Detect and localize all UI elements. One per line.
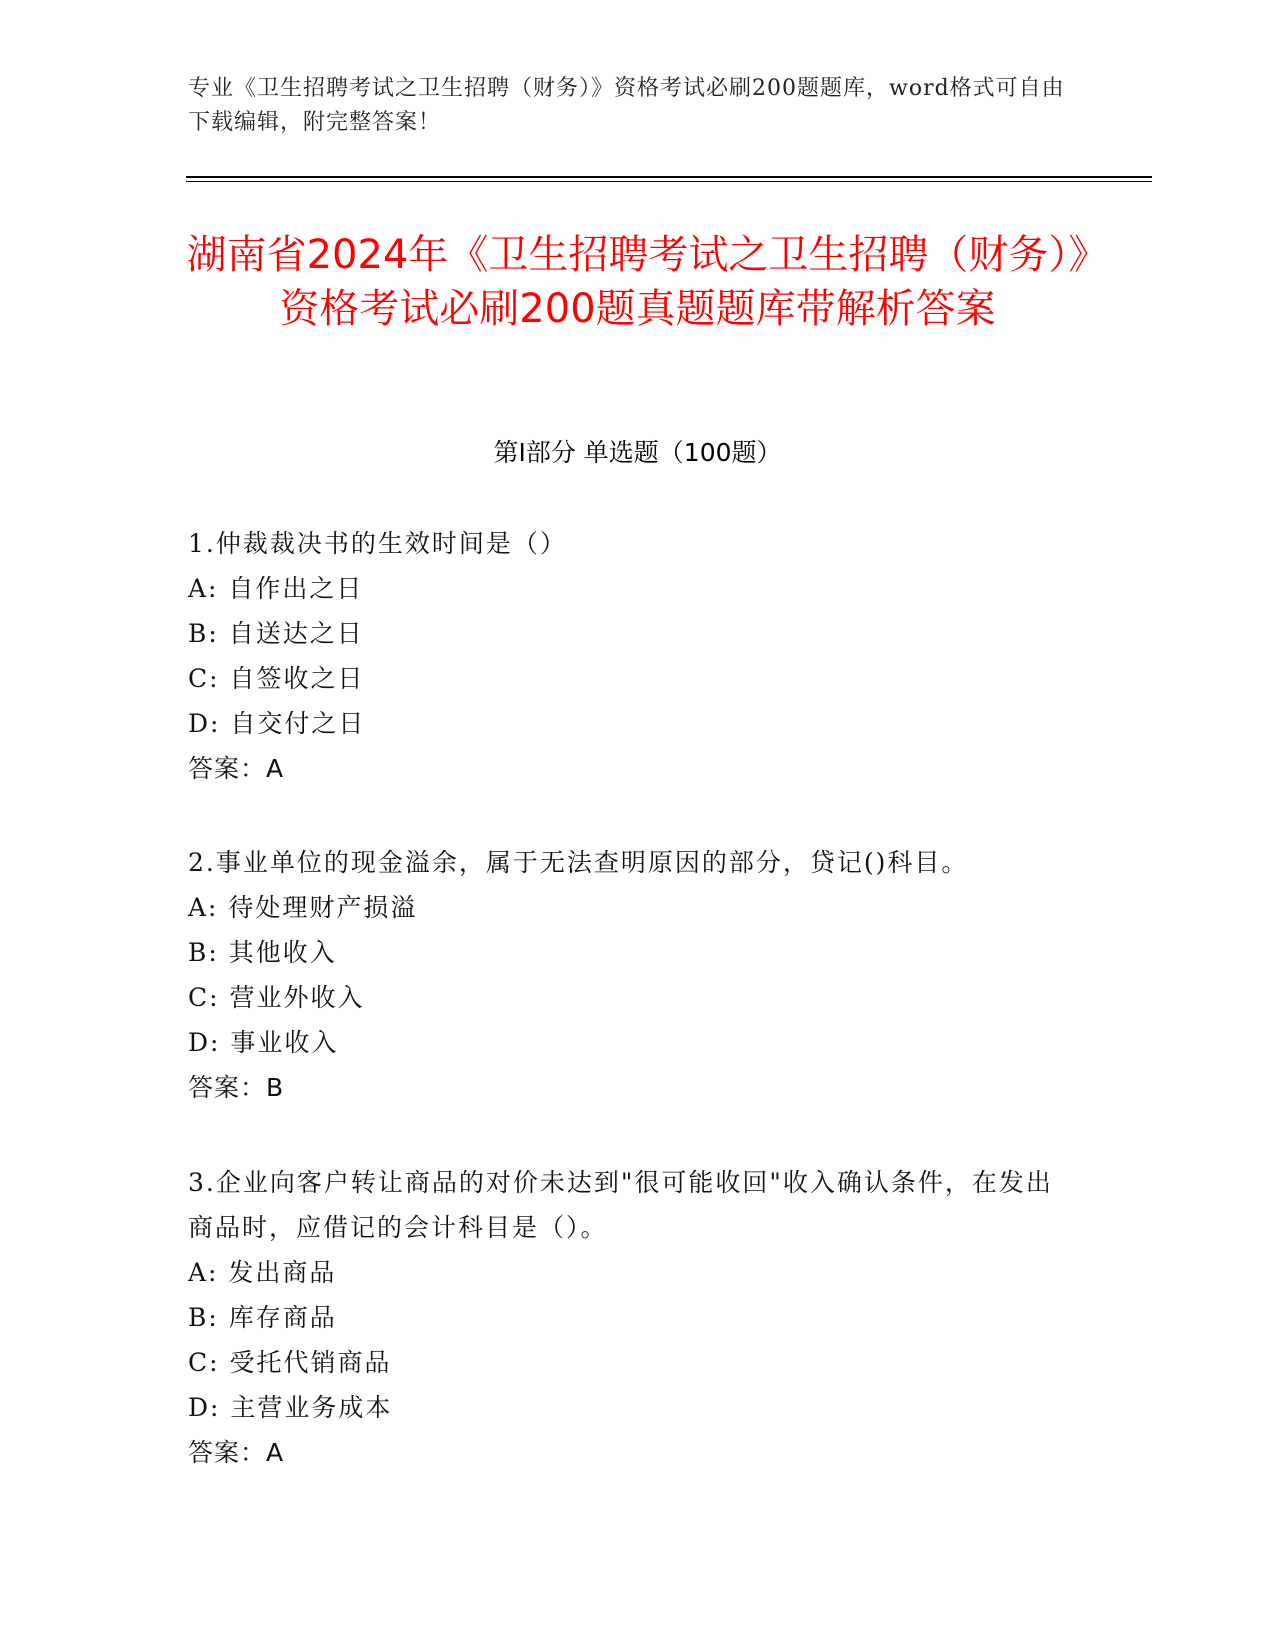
question-stem: 1.仲裁裁决书的生效时间是（） <box>188 529 567 558</box>
option-d: D: 自交付之日 <box>188 709 366 738</box>
answer: 答案：B <box>188 1073 285 1102</box>
question-1 <box>188 521 1068 791</box>
option-b: B: 其他收入 <box>188 938 337 967</box>
option-d: D: 事业收入 <box>188 1028 339 1057</box>
answer: 答案：A <box>188 1438 285 1467</box>
option-b: B: 自送达之日 <box>188 619 364 648</box>
option-a: A: 待处理财产损溢 <box>188 893 418 922</box>
question-3 <box>188 1160 1068 1475</box>
option-a: A: 发出商品 <box>188 1258 337 1287</box>
header-rule-thick <box>186 176 1152 178</box>
question-2 <box>188 840 1068 1110</box>
option-c: C: 受托代销商品 <box>188 1348 392 1377</box>
header-note: 专业《卫生招聘考试之卫生招聘（财务）》资格考试必刷200题题库，word格式可自由下载编辑，附完整答案！ <box>188 76 1065 135</box>
option-d: D: 主营业务成本 <box>188 1393 393 1422</box>
question-stem: 2.事业单位的现金溢余，属于无法查明原因的部分，贷记()科目。 <box>188 848 969 877</box>
document-title: 湖南省2024年《卫生招聘考试之卫生招聘（财务）》资格考试必刷200题真题题库带解析答案 <box>186 232 1089 332</box>
question-stem: 3.企业向客户转让商品的对价未达到"很可能收回"收入确认条件，在发出商品时，应借记的会计科目是（）。 <box>188 1168 1053 1242</box>
section-heading: 第I部分 单选题（100题） <box>493 438 782 467</box>
header-rule-thin <box>186 181 1152 182</box>
option-b: B: 库存商品 <box>188 1303 337 1332</box>
option-c: C: 自签收之日 <box>188 664 365 693</box>
answer: 答案：A <box>188 754 285 783</box>
option-c: C: 营业外收入 <box>188 983 365 1012</box>
option-a: A: 自作出之日 <box>188 574 364 603</box>
